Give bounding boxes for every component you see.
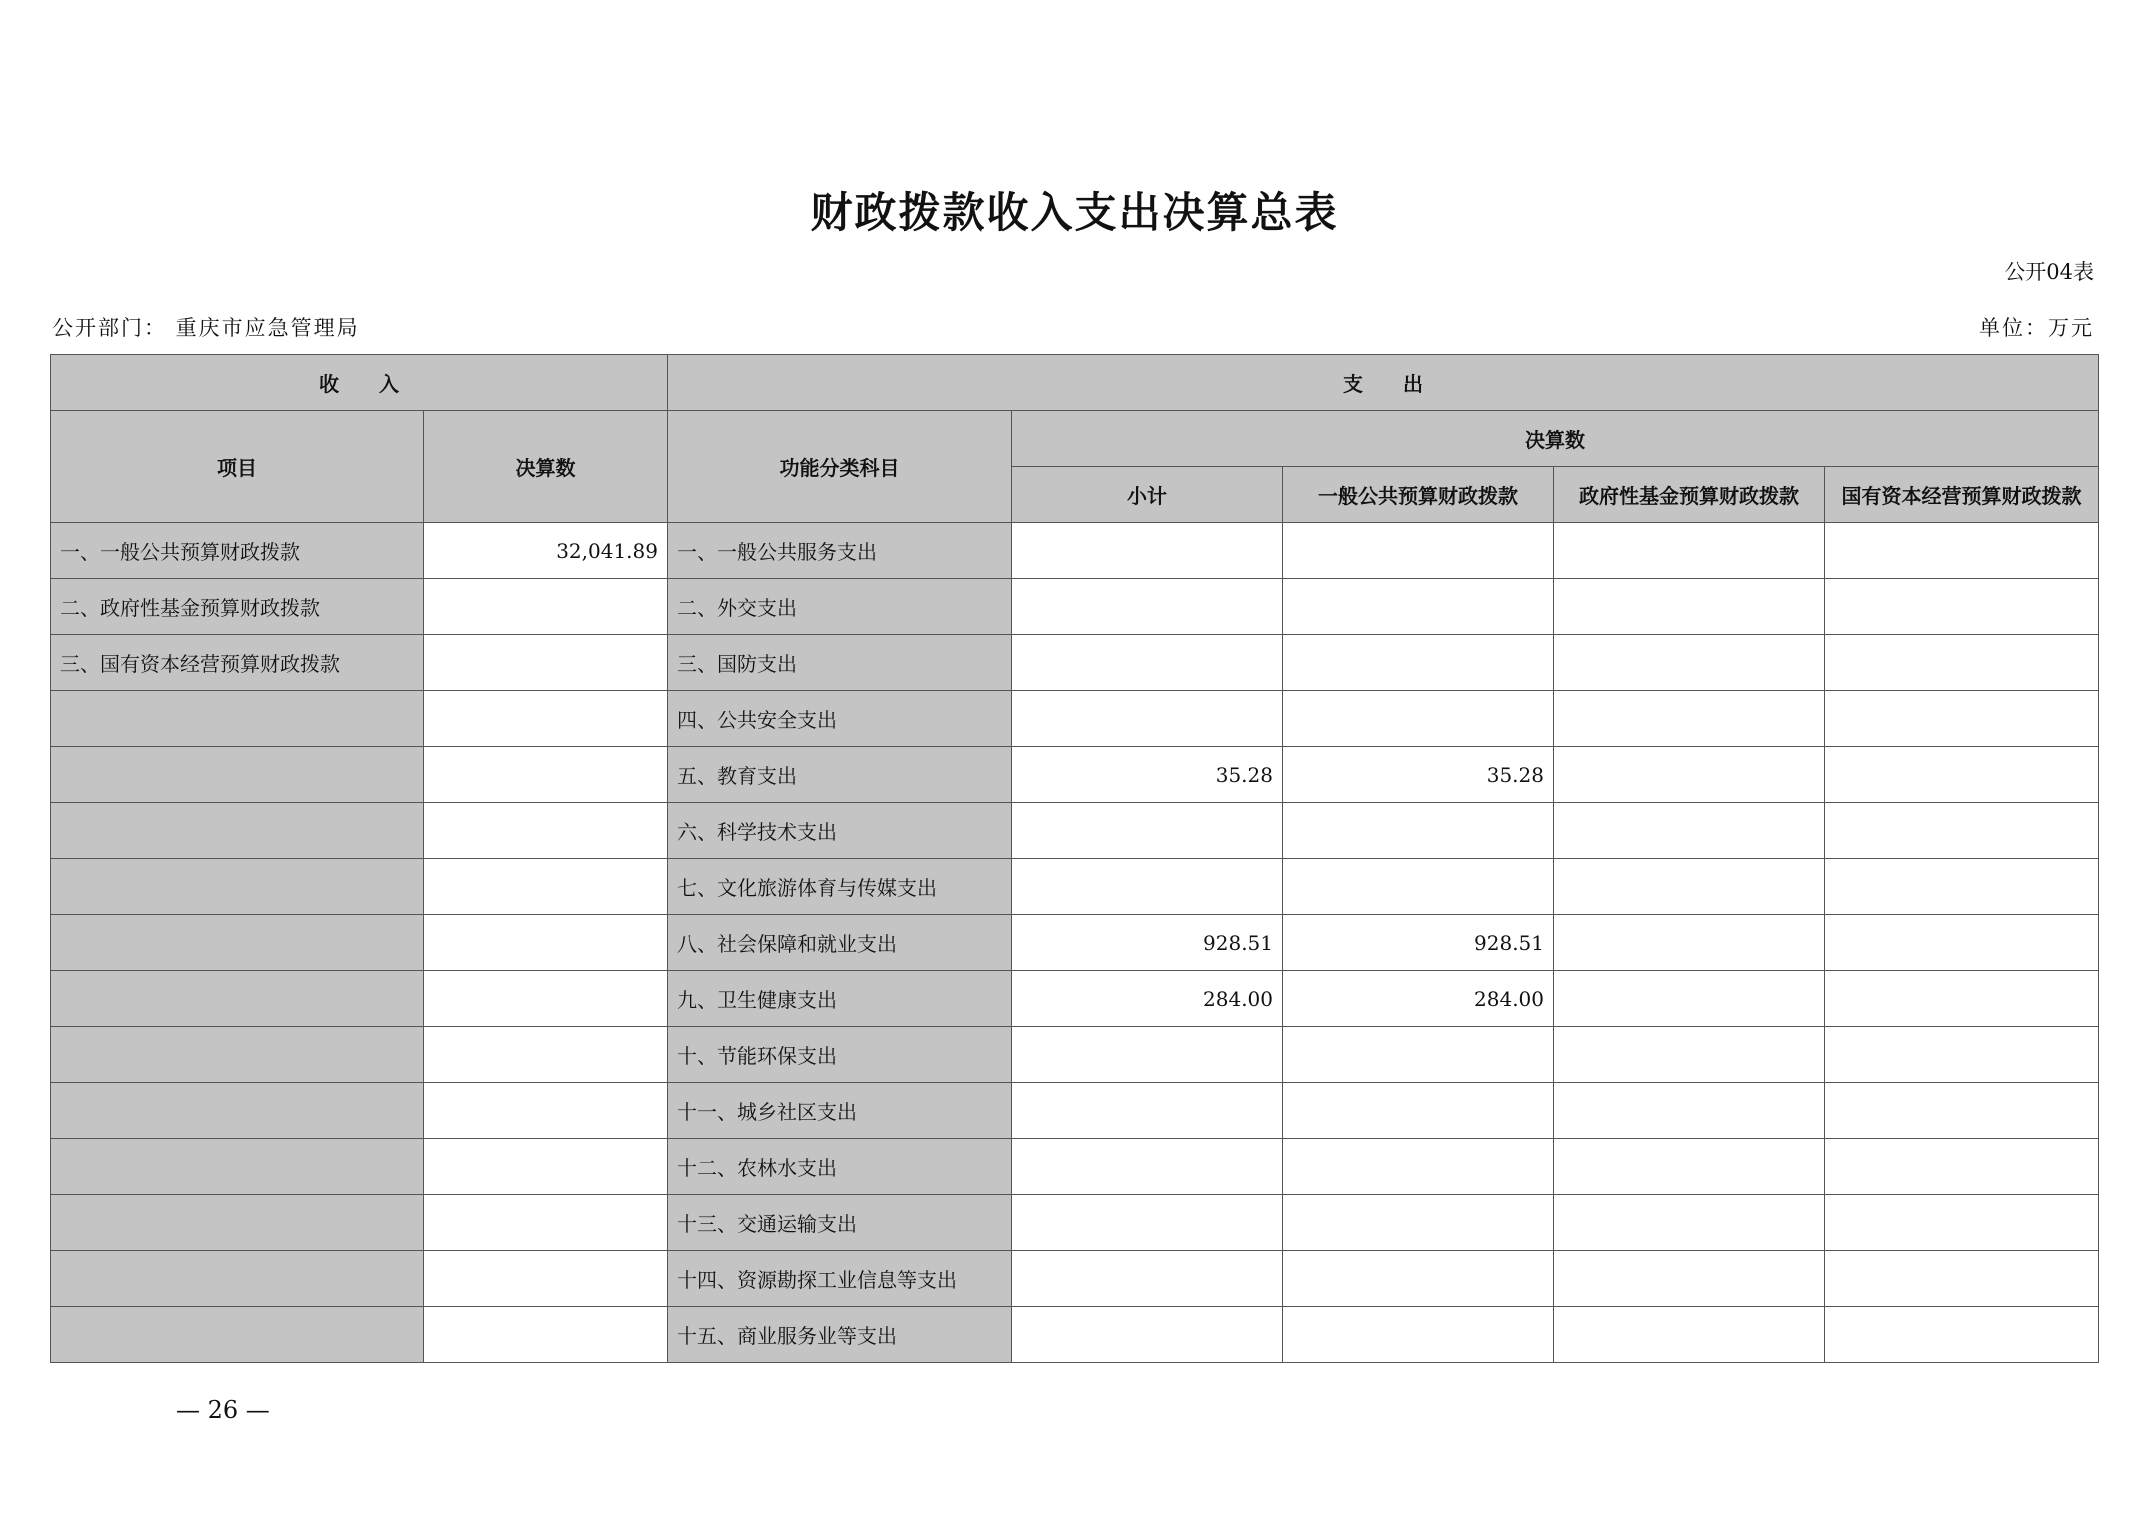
budget-summary-table (50, 354, 2099, 1363)
expenditure-item-cell: 六、科学技术支出 (668, 803, 1012, 859)
income-amount-cell (424, 579, 668, 635)
table-row (51, 971, 2099, 1027)
table-row (51, 1083, 2099, 1139)
function-category-header: 功能分类科目 (668, 411, 1012, 523)
state-capital-header: 国有资本经营预算财政拨款 (1825, 467, 2099, 523)
income-item-cell (51, 915, 424, 971)
table-row (51, 1251, 2099, 1307)
final-amount-group-header: 决算数 (1012, 411, 2099, 467)
gov-fund-cell (1554, 635, 1825, 691)
table-row (51, 1195, 2099, 1251)
income-item-cell (51, 1251, 424, 1307)
income-item-cell (51, 1139, 424, 1195)
income-item-cell (51, 691, 424, 747)
general-budget-cell (1283, 1083, 1554, 1139)
state-capital-cell (1825, 691, 2099, 747)
gov-fund-cell (1554, 971, 1825, 1027)
state-capital-cell (1825, 523, 2099, 579)
gov-fund-cell (1554, 747, 1825, 803)
state-capital-cell (1825, 747, 2099, 803)
gov-fund-cell (1554, 915, 1825, 971)
income-item-cell: 二、政府性基金预算财政拨款 (51, 579, 424, 635)
gov-fund-cell (1554, 1139, 1825, 1195)
general-budget-cell (1283, 1195, 1554, 1251)
table-row (51, 579, 2099, 635)
gov-fund-cell (1554, 1307, 1825, 1363)
state-capital-cell (1825, 1139, 2099, 1195)
income-amount-cell (424, 1195, 668, 1251)
income-amount-cell (424, 859, 668, 915)
general-budget-cell (1283, 859, 1554, 915)
expenditure-item-cell: 十、节能环保支出 (668, 1027, 1012, 1083)
subtotal-cell (1012, 523, 1283, 579)
item-header: 项目 (51, 411, 424, 523)
form-number: 公开04表 (2004, 260, 2094, 284)
general-budget-cell (1283, 1139, 1554, 1195)
income-amount-cell (424, 971, 668, 1027)
expenditure-header: 支 出 (668, 355, 2099, 411)
general-budget-cell (1283, 1251, 1554, 1307)
income-amount-cell (424, 691, 668, 747)
state-capital-cell (1825, 1083, 2099, 1139)
income-item-cell (51, 1083, 424, 1139)
expenditure-item-cell: 三、国防支出 (668, 635, 1012, 691)
subtotal-cell (1012, 1139, 1283, 1195)
table-row (51, 803, 2099, 859)
general-budget-cell (1283, 803, 1554, 859)
department-label: 公开部门： 重庆市应急管理局 (52, 316, 360, 340)
income-amount-cell (424, 1083, 668, 1139)
subtotal-cell (1012, 1251, 1283, 1307)
subtotal-cell (1012, 859, 1283, 915)
income-amount-cell (424, 635, 668, 691)
expenditure-item-cell: 十二、农林水支出 (668, 1139, 1012, 1195)
income-amount-cell (424, 803, 668, 859)
subtotal-cell: 35.28 (1012, 747, 1283, 803)
state-capital-cell (1825, 1027, 2099, 1083)
table-row (51, 635, 2099, 691)
subtotal-cell: 284.00 (1012, 971, 1283, 1027)
gov-fund-cell (1554, 1083, 1825, 1139)
header-row-1 (51, 355, 2099, 411)
table-row (51, 523, 2099, 579)
table-row (51, 1027, 2099, 1083)
income-item-cell (51, 859, 424, 915)
subtotal-cell (1012, 635, 1283, 691)
general-budget-cell (1283, 635, 1554, 691)
table-row (51, 1307, 2099, 1363)
subtotal-cell (1012, 1027, 1283, 1083)
state-capital-cell (1825, 859, 2099, 915)
income-item-cell (51, 747, 424, 803)
state-capital-cell (1825, 635, 2099, 691)
subtotal-cell (1012, 1195, 1283, 1251)
expenditure-item-cell: 八、社会保障和就业支出 (668, 915, 1012, 971)
gov-fund-cell (1554, 1027, 1825, 1083)
expenditure-item-cell: 四、公共安全支出 (668, 691, 1012, 747)
income-item-cell (51, 971, 424, 1027)
expenditure-item-cell: 九、卫生健康支出 (668, 971, 1012, 1027)
general-budget-cell: 284.00 (1283, 971, 1554, 1027)
income-item-cell (51, 803, 424, 859)
header-row-2 (51, 411, 2099, 467)
income-amount-cell (424, 915, 668, 971)
general-budget-cell (1283, 1027, 1554, 1083)
income-item-cell: 三、国有资本经营预算财政拨款 (51, 635, 424, 691)
final-amount-header: 决算数 (424, 411, 668, 523)
general-budget-cell: 35.28 (1283, 747, 1554, 803)
income-amount-cell (424, 1027, 668, 1083)
state-capital-cell (1825, 579, 2099, 635)
expenditure-item-cell: 十四、资源勘探工业信息等支出 (668, 1251, 1012, 1307)
state-capital-cell (1825, 1307, 2099, 1363)
expenditure-item-cell: 十五、商业服务业等支出 (668, 1307, 1012, 1363)
gov-fund-cell (1554, 523, 1825, 579)
subtotal-header: 小计 (1012, 467, 1283, 523)
table-row (51, 859, 2099, 915)
table-row (51, 691, 2099, 747)
state-capital-cell (1825, 915, 2099, 971)
income-amount-cell (424, 1251, 668, 1307)
expenditure-item-cell: 十一、城乡社区支出 (668, 1083, 1012, 1139)
income-amount-cell (424, 747, 668, 803)
state-capital-cell (1825, 1251, 2099, 1307)
subtotal-cell (1012, 1307, 1283, 1363)
expenditure-item-cell: 二、外交支出 (668, 579, 1012, 635)
state-capital-cell (1825, 971, 2099, 1027)
subtotal-cell: 928.51 (1012, 915, 1283, 971)
table-row (51, 1139, 2099, 1195)
income-item-cell (51, 1027, 424, 1083)
income-item-cell: 一、一般公共预算财政拨款 (51, 523, 424, 579)
general-budget-header: 一般公共预算财政拨款 (1283, 467, 1554, 523)
subtotal-cell (1012, 803, 1283, 859)
income-amount-cell (424, 1307, 668, 1363)
gov-fund-cell (1554, 803, 1825, 859)
table-row (51, 747, 2099, 803)
subtotal-cell (1012, 1083, 1283, 1139)
general-budget-cell (1283, 523, 1554, 579)
income-amount-cell: 32,041.89 (424, 523, 668, 579)
income-header: 收 入 (51, 355, 668, 411)
income-item-cell (51, 1195, 424, 1251)
subtotal-cell (1012, 579, 1283, 635)
income-amount-cell (424, 1139, 668, 1195)
subtotal-cell (1012, 691, 1283, 747)
gov-fund-header: 政府性基金预算财政拨款 (1554, 467, 1825, 523)
expenditure-item-cell: 十三、交通运输支出 (668, 1195, 1012, 1251)
gov-fund-cell (1554, 859, 1825, 915)
general-budget-cell (1283, 579, 1554, 635)
page-number: — 26 — (176, 1396, 270, 1424)
expenditure-item-cell: 七、文化旅游体育与传媒支出 (668, 859, 1012, 915)
unit-label: 单位：万元 (1979, 316, 2094, 340)
general-budget-cell: 928.51 (1283, 915, 1554, 971)
general-budget-cell (1283, 691, 1554, 747)
state-capital-cell (1825, 1195, 2099, 1251)
gov-fund-cell (1554, 579, 1825, 635)
gov-fund-cell (1554, 691, 1825, 747)
gov-fund-cell (1554, 1251, 1825, 1307)
expenditure-item-cell: 一、一般公共服务支出 (668, 523, 1012, 579)
page-title: 财政拨款收入支出决算总表 (810, 188, 1339, 237)
state-capital-cell (1825, 803, 2099, 859)
income-item-cell (51, 1307, 424, 1363)
table-row (51, 915, 2099, 971)
general-budget-cell (1283, 1307, 1554, 1363)
gov-fund-cell (1554, 1195, 1825, 1251)
expenditure-item-cell: 五、教育支出 (668, 747, 1012, 803)
